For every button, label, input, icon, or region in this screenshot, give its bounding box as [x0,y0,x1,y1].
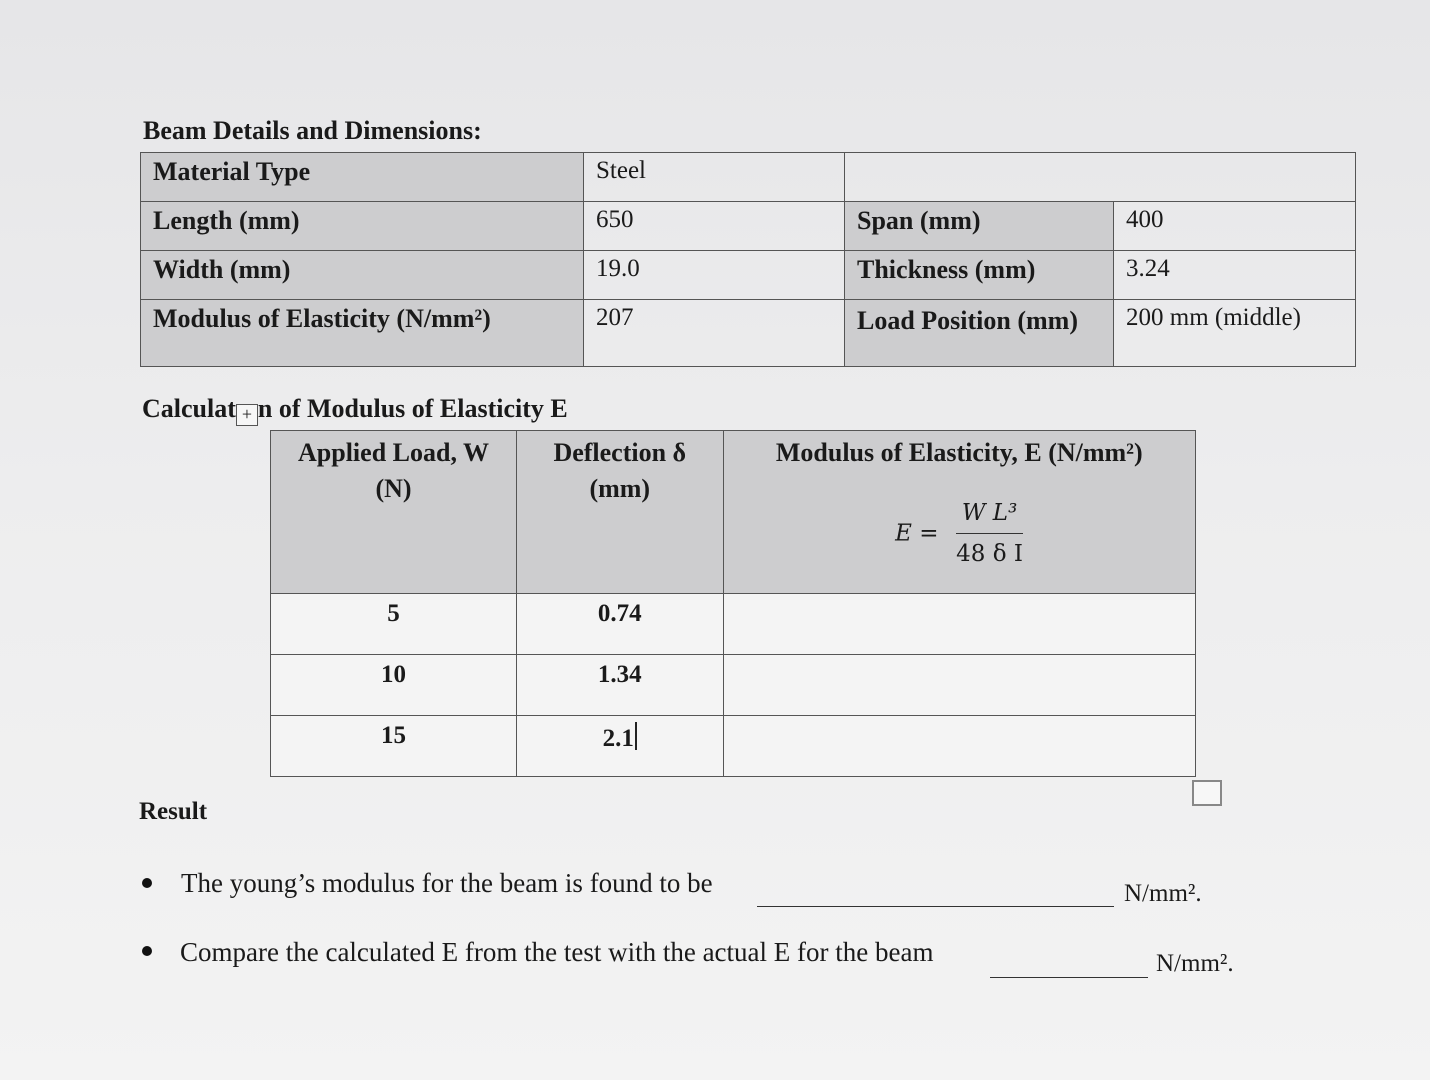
calculation-heading-part2: n of Modulus of Elasticity E [257,394,568,423]
table-move-icon[interactable]: + [236,404,258,426]
modulus-label: Modulus of Elasticity (N/mm²) [141,300,584,367]
result-item-2-blank[interactable] [990,977,1148,978]
table-resize-handle[interactable] [1192,780,1222,806]
beam-details-table [140,152,1356,367]
result-item-2-text: Compare the calculated E from the test with the actual E for the beam [180,937,934,967]
formula-lhs: E = [895,520,939,547]
modulus-header-label: Modulus of Elasticity, E (N/mm²) [775,438,1143,467]
modulus-cell[interactable] [723,716,1196,777]
modulus-formula [895,495,1023,572]
beam-details-heading: Beam Details and Dimensions: [143,116,482,145]
calculation-heading [142,394,568,426]
load-position-value[interactable]: 200 mm (middle) [1114,300,1356,367]
load-cell[interactable]: 5 [271,594,517,655]
material-type-label: Material Type [141,153,584,202]
modulus-value[interactable]: 207 [584,300,845,367]
table-row [271,594,1196,655]
formula-numerator: W L³ [956,495,1023,534]
modulus-cell[interactable] [723,594,1196,655]
result-item-2-unit: N/mm². [1156,950,1234,977]
table-row [141,300,1356,367]
table-row [141,251,1356,300]
thickness-label: Thickness (mm) [845,251,1114,300]
length-value[interactable]: 650 [584,202,845,251]
deflection-value: 2.1 [602,725,634,752]
width-value[interactable]: 19.0 [584,251,845,300]
applied-load-header: Applied Load, W (N) [271,431,517,594]
formula-fraction [956,495,1023,572]
table-row [141,202,1356,251]
bullet-icon [142,878,152,888]
result-item-1-blank[interactable] [757,906,1114,907]
calculation-table [270,430,1196,777]
deflection-header: Deflection δ (mm) [517,431,723,594]
deflection-cell[interactable]: 0.74 [517,594,723,655]
width-label: Width (mm) [141,251,584,300]
modulus-cell[interactable] [723,655,1196,716]
material-type-extra-cell[interactable] [845,153,1356,202]
deflection-cell-active[interactable] [517,716,723,777]
table-row [271,431,1196,594]
modulus-header [723,431,1196,594]
load-position-label: Load Position (mm) [845,300,1114,367]
table-row [271,716,1196,777]
result-item-1-text: The young’s modulus for the beam is found to be [181,868,713,898]
thickness-value[interactable]: 3.24 [1114,251,1356,300]
bullet-icon [142,946,152,956]
length-label: Length (mm) [141,202,584,251]
material-type-value[interactable]: Steel [584,153,845,202]
formula-denominator: 48 δ I [956,541,1023,567]
text-cursor [635,722,637,750]
load-cell[interactable]: 15 [271,716,517,777]
span-value[interactable]: 400 [1114,202,1356,251]
result-item-1-unit: N/mm². [1124,880,1202,907]
calculation-heading-part1: Calculat [142,394,236,423]
table-row [141,153,1356,202]
span-label: Span (mm) [845,202,1114,251]
table-row [271,655,1196,716]
deflection-cell[interactable]: 1.34 [517,655,723,716]
load-cell[interactable]: 10 [271,655,517,716]
result-heading: Result [139,798,208,825]
